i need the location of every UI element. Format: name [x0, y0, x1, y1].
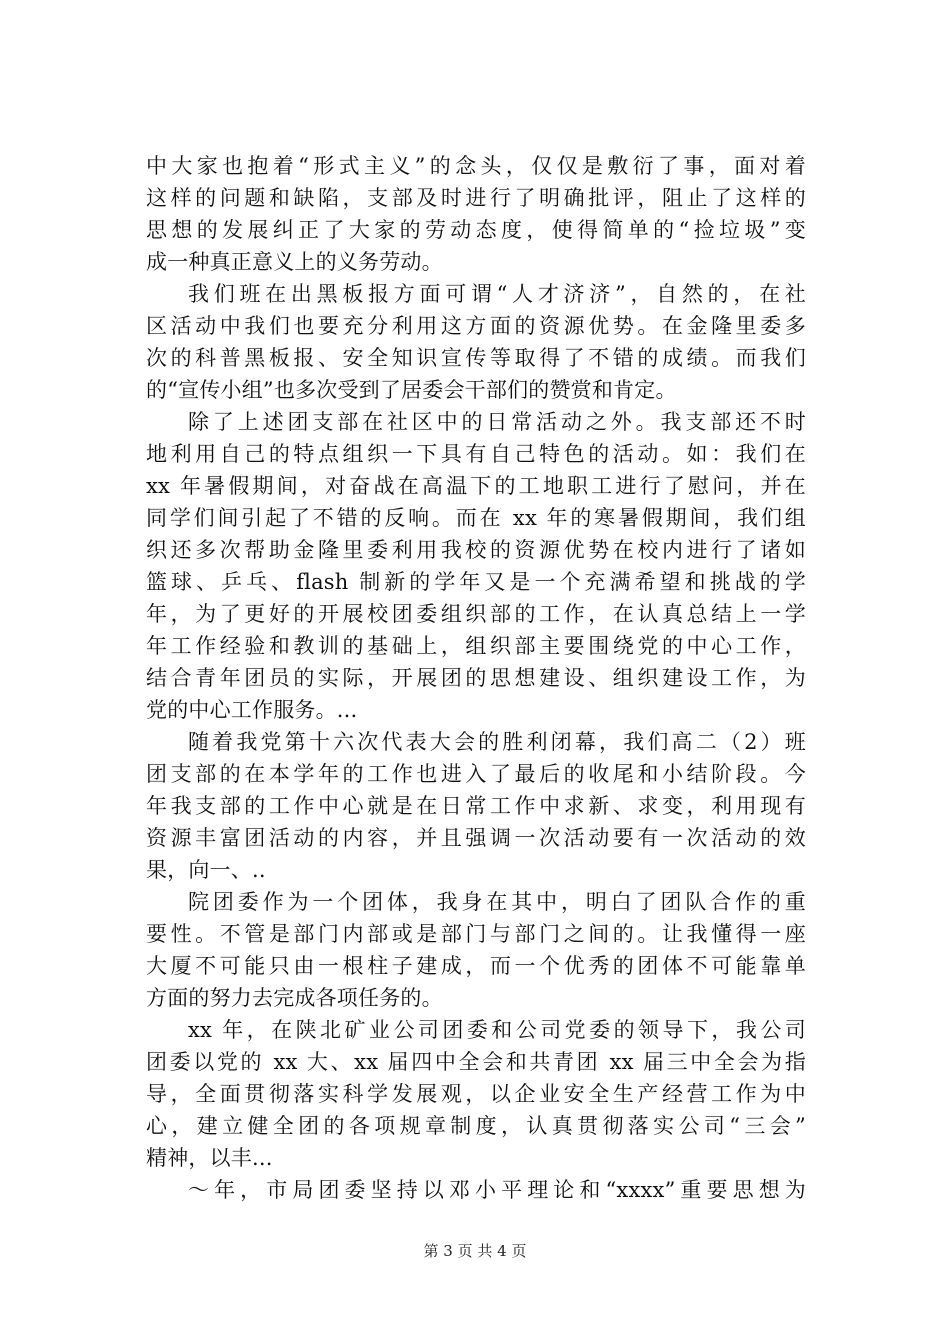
text-line: 年，为了更好的开展校团委组织部的工作，在认真总结上一学 [146, 602, 806, 626]
text-line: 年工作经验和教训的基础上，组织部主要围绕党的中心工作， [146, 634, 806, 658]
text-line: 地利用自己的特点组织一下具有自己特色的活动。如：我们在 [146, 442, 806, 466]
paragraph-first-line: 我们班在出黑板报方面可谓“人才济济”，自然的，在社 [188, 282, 806, 306]
text-line: 果，向一、.. [146, 858, 266, 882]
text-line: 心，建立健全团的各项规章制度，认真贯彻落实公司“三会” [146, 1114, 806, 1138]
page-number: 第 3 页 共 4 页 [423, 1242, 527, 1260]
text-line: 大厦不可能只由一根柱子建成，而一个优秀的团体不可能靠单 [146, 954, 806, 978]
text-line: 思想的发展纠正了大家的劳动态度，使得简单的“捡垃圾”变 [146, 218, 806, 242]
text-line: 中大家也抱着“形式主义”的念头，仅仅是敷衍了事，面对着 [146, 154, 806, 178]
text-line: 资源丰富团活动的内容，并且强调一次活动要有一次活动的效 [146, 826, 806, 850]
text-line: 团委以党的 xx 大、xx 届四中全会和共青团 xx 届三中全会为指 [146, 1050, 806, 1074]
text-line: 成一种真正意义上的义务劳动。 [146, 250, 443, 274]
text-line: 次的科普黑板报、安全知识宣传等取得了不错的成绩。而我们 [146, 346, 806, 370]
text-line: 方面的努力去完成各项任务的。 [146, 986, 443, 1010]
text-line: xx 年暑假期间，对奋战在高温下的工地职工进行了慰问，并在 [146, 474, 806, 498]
paragraph-first-line: 院团委作为一个团体，我身在其中，明白了团队合作的重 [188, 890, 806, 914]
text-line: 区活动中我们也要充分利用这方面的资源优势。在金隆里委多 [146, 314, 806, 338]
paragraph-first-line: ～年，市局团委坚持以邓小平理论和“xxxx”重要思想为 [188, 1178, 806, 1202]
text-line: 团支部的在本学年的工作也进入了最后的收尾和小结阶段。今 [146, 762, 806, 786]
text-line: 精神，以丰... [146, 1146, 273, 1170]
document-body [146, 150, 806, 1206]
text-line: 要性。不管是部门内部或是部门与部门之间的。让我懂得一座 [146, 922, 806, 946]
text-line: 织还多次帮助金隆里委利用我校的资源优势在校内进行了诸如 [146, 538, 806, 562]
page-footer [0, 1240, 950, 1261]
text-line: 结合青年团员的实际，开展团的思想建设、组织建设工作，为 [146, 666, 806, 690]
text-line: 党的中心工作服务。... [146, 698, 358, 722]
paragraph-first-line: 除了上述团支部在社区中的日常活动之外。我支部还不时 [188, 410, 806, 434]
text-line: 年我支部的工作中心就是在日常工作中求新、求变，利用现有 [146, 794, 806, 818]
text-line: 这样的问题和缺陷，支部及时进行了明确批评，阻止了这样的 [146, 186, 806, 210]
paragraph-first-line: xx 年，在陕北矿业公司团委和公司党委的领导下，我公司 [188, 1018, 806, 1042]
text-line: 的“宣传小组”也多次受到了居委会干部们的赞赏和肯定。 [146, 378, 677, 402]
paragraph-first-line: 随着我党第十六次代表大会的胜利闭幕，我们高二（2）班 [188, 730, 806, 754]
text-line: 篮球、乒乓、flash 制新的学年又是一个充满希望和挑战的学 [146, 570, 806, 594]
text-line: 导，全面贯彻落实科学发展观，以企业安全生产经营工作为中 [146, 1082, 806, 1106]
text-line: 同学们间引起了不错的反响。而在 xx 年的寒暑假期间，我们组 [146, 506, 806, 530]
